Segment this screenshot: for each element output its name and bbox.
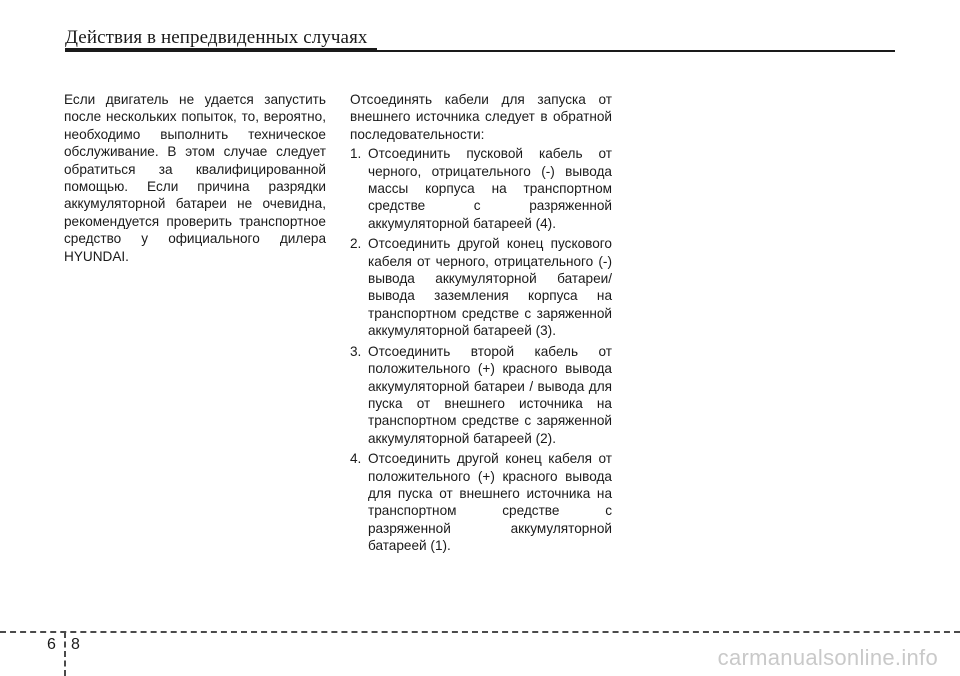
- footer-rule: [0, 631, 960, 633]
- page-number: 8: [71, 636, 80, 653]
- step-text: Отсоединить другой конец кабеля от положительного (+) красного вывода для пуска от внешнего источника на транспортном средстве с разряженной аккумуляторной батареей (1).: [368, 451, 612, 554]
- step-number: 2.: [350, 236, 362, 252]
- step-item-1: [350, 145, 612, 232]
- left-paragraph: Если двигатель не удается запустить после нескольких попыток, то, вероятно, необходимо выполнить техническое обслуживание. В этом случае следует обратиться за квалифицированной помощью. Если причина разрядки аккумуляторной батареи не очевидна, рекомендуется проверить транспортное средство у официального дилера HYUNDAI.: [64, 92, 326, 264]
- right-intro: Отсоединять кабели для запуска от внешнего источника следует в обратной последовательности:: [350, 92, 612, 142]
- step-number: 4.: [350, 451, 362, 467]
- step-item-3: [350, 343, 612, 447]
- step-text: Отсоединить другой конец пускового кабеля от черного, отрицательного (-) вывода аккумуляторной батареи/вывода заземления корпуса на транспортном средстве с заряженной аккумуляторной батареей (3).: [368, 236, 612, 339]
- step-item-4: [350, 450, 612, 554]
- right-column: [350, 91, 612, 558]
- footer-divider: [64, 632, 66, 676]
- left-column: [64, 91, 326, 265]
- step-number: 1.: [350, 146, 362, 162]
- step-number: 3.: [350, 343, 362, 359]
- step-text: Отсоединить второй кабель от положительного (+) красного вывода аккумуляторной батареи / вывода для пуска от внешнего источника на транспортном средстве с заряженной аккумуляторной батареей (2).: [368, 343, 612, 446]
- page-title: Действия в непредвиденных случаях: [65, 27, 368, 48]
- step-item-2: [350, 235, 612, 339]
- step-text: Отсоединить пусковой кабель от черного, отрицательного (-) вывода массы корпуса на транспортном средстве с разряженной аккумуляторной батареей (4).: [368, 146, 612, 231]
- header-rule-thin: [377, 50, 895, 52]
- chapter-number: 6: [47, 636, 56, 653]
- watermark: carmanualsonline.info: [717, 645, 938, 670]
- header-rule-thick: [65, 48, 377, 52]
